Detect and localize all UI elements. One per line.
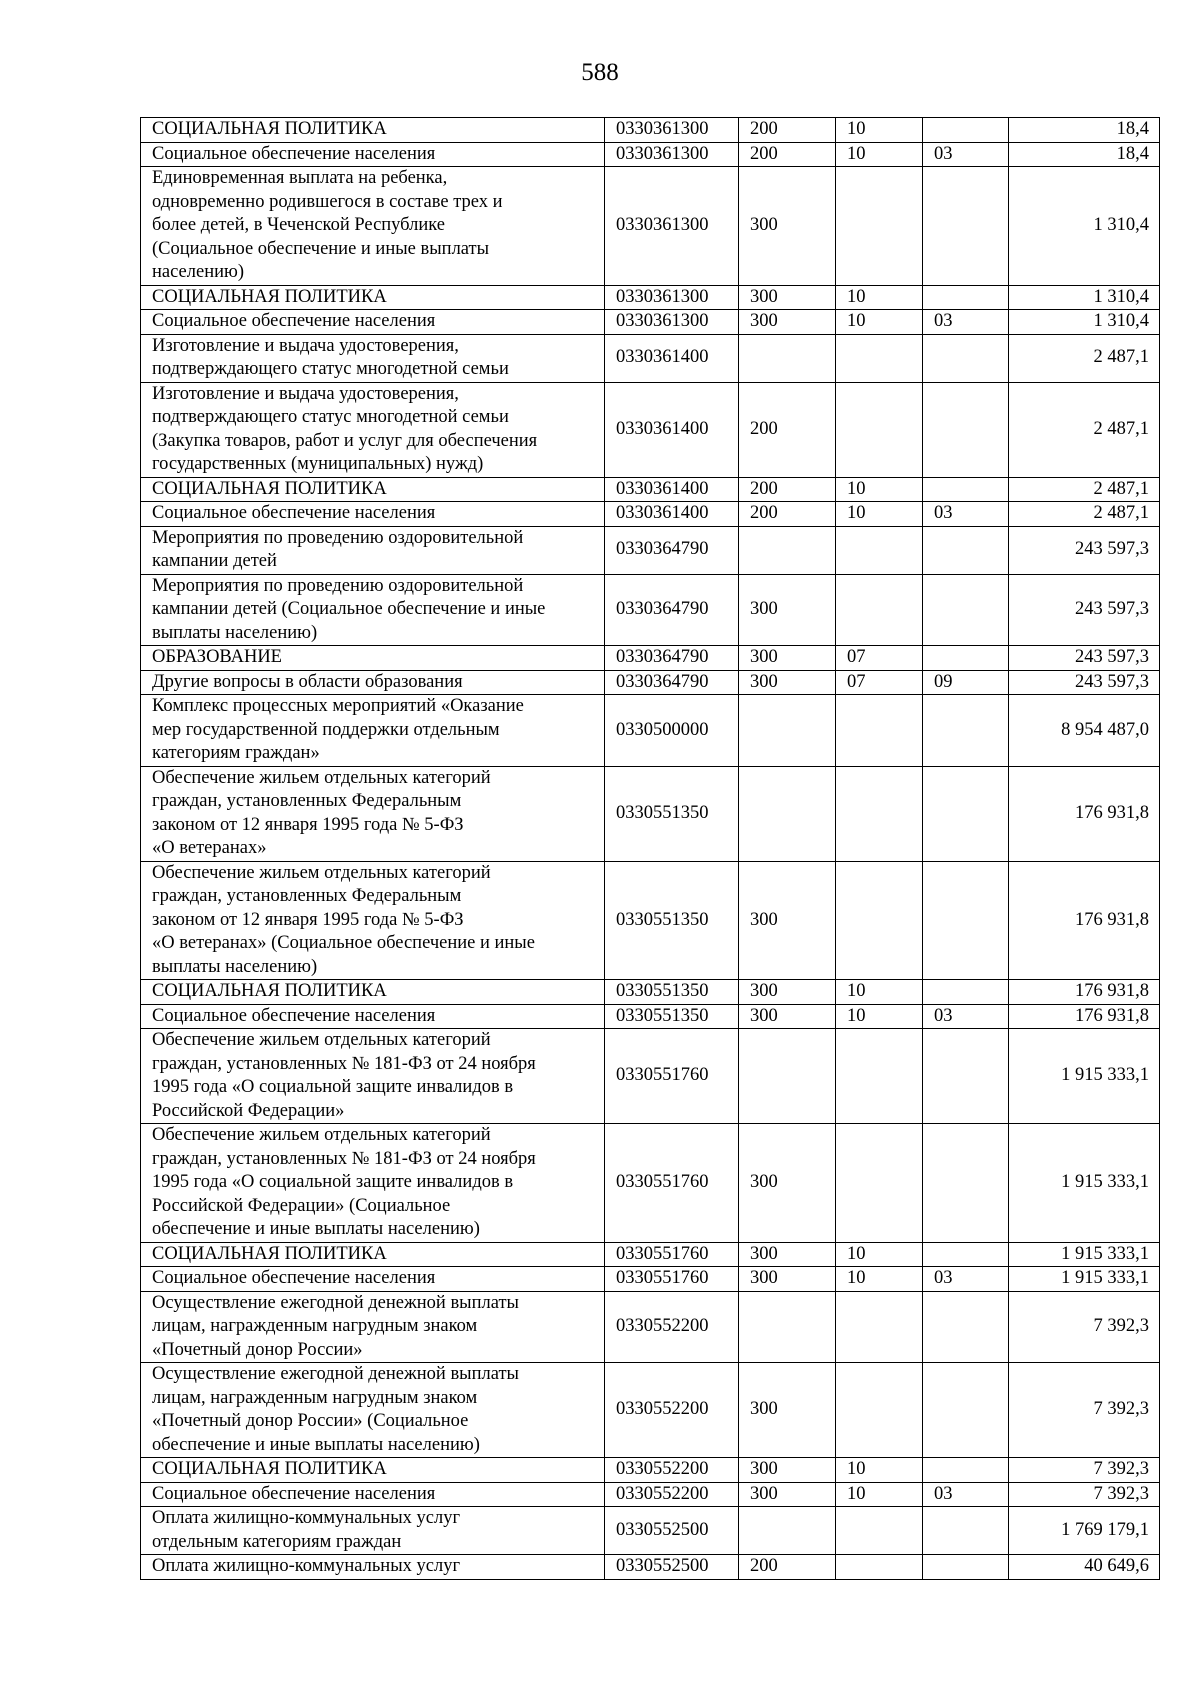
table-row	[141, 142, 1160, 167]
row-target-code-cell: 0330552200	[605, 1363, 739, 1458]
row-amount-cell: 1 915 333,1	[1009, 1029, 1160, 1124]
row-section-cell: 07	[836, 670, 923, 695]
row-target-code-cell: 0330364790	[605, 526, 739, 574]
row-name-cell: Единовременная выплата на ребенка, одновременно родившегося в составе трех и более детей, в Чеченской Республике (Социальное обеспечение и иные выплаты населению)	[141, 167, 605, 286]
row-expense-type-cell: 300	[739, 980, 836, 1005]
row-expense-type-cell: 300	[739, 1267, 836, 1292]
row-amount-cell: 176 931,8	[1009, 861, 1160, 980]
table-row	[141, 1029, 1160, 1124]
row-name-cell: Социальное обеспечение населения	[141, 142, 605, 167]
table-row	[141, 574, 1160, 646]
budget-table	[140, 117, 1160, 1580]
table-row	[141, 1363, 1160, 1458]
table-row	[141, 477, 1160, 502]
table-row	[141, 861, 1160, 980]
row-target-code-cell: 0330551760	[605, 1267, 739, 1292]
row-section-cell	[836, 1291, 923, 1363]
row-amount-cell: 1 915 333,1	[1009, 1267, 1160, 1292]
row-section-cell	[836, 382, 923, 477]
row-expense-type-cell	[739, 1291, 836, 1363]
row-target-code-cell: 0330500000	[605, 695, 739, 767]
row-expense-type-cell: 300	[739, 1458, 836, 1483]
row-subsection-cell: 03	[923, 1004, 1009, 1029]
row-subsection-cell	[923, 1291, 1009, 1363]
row-target-code-cell: 0330364790	[605, 646, 739, 671]
row-name-cell: Комплекс процессных мероприятий «Оказание мер государственной поддержки отдельным категориям граждан»	[141, 695, 605, 767]
row-subsection-cell	[923, 1124, 1009, 1243]
row-name-cell: СОЦИАЛЬНАЯ ПОЛИТИКА	[141, 118, 605, 143]
row-target-code-cell: 0330551350	[605, 980, 739, 1005]
row-target-code-cell: 0330361400	[605, 502, 739, 527]
row-section-cell: 10	[836, 1458, 923, 1483]
row-target-code-cell: 0330551350	[605, 1004, 739, 1029]
row-expense-type-cell	[739, 695, 836, 767]
row-section-cell: 10	[836, 1267, 923, 1292]
row-name-cell: Осуществление ежегодной денежной выплаты лицам, награжденным нагрудным знаком «Почетный донор России» (Социальное обеспечение и иные выплаты населению)	[141, 1363, 605, 1458]
row-subsection-cell: 03	[923, 502, 1009, 527]
row-section-cell	[836, 695, 923, 767]
row-subsection-cell: 03	[923, 142, 1009, 167]
row-amount-cell: 2 487,1	[1009, 334, 1160, 382]
row-name-cell: Социальное обеспечение населения	[141, 310, 605, 335]
row-name-cell: Изготовление и выдача удостоверения, подтверждающего статус многодетной семьи (Закупка товаров, работ и услуг для обеспечения государственных (муниципальных) нужд)	[141, 382, 605, 477]
row-name-cell: СОЦИАЛЬНАЯ ПОЛИТИКА	[141, 477, 605, 502]
row-subsection-cell	[923, 574, 1009, 646]
row-expense-type-cell: 200	[739, 1555, 836, 1580]
row-target-code-cell: 0330552500	[605, 1555, 739, 1580]
row-expense-type-cell: 200	[739, 477, 836, 502]
row-target-code-cell: 0330552200	[605, 1482, 739, 1507]
table-row	[141, 1267, 1160, 1292]
table-row	[141, 1004, 1160, 1029]
row-expense-type-cell	[739, 334, 836, 382]
row-target-code-cell: 0330551350	[605, 861, 739, 980]
row-name-cell: Социальное обеспечение населения	[141, 1482, 605, 1507]
row-expense-type-cell	[739, 1507, 836, 1555]
row-section-cell: 10	[836, 310, 923, 335]
row-subsection-cell: 09	[923, 670, 1009, 695]
row-name-cell: ОБРАЗОВАНИЕ	[141, 646, 605, 671]
row-subsection-cell: 03	[923, 310, 1009, 335]
row-subsection-cell	[923, 1458, 1009, 1483]
row-expense-type-cell: 300	[739, 646, 836, 671]
row-target-code-cell: 0330361300	[605, 142, 739, 167]
row-section-cell: 07	[836, 646, 923, 671]
row-subsection-cell	[923, 646, 1009, 671]
row-subsection-cell	[923, 477, 1009, 502]
row-name-cell: Оплата жилищно-коммунальных услуг отдельным категориям граждан	[141, 1507, 605, 1555]
row-section-cell	[836, 574, 923, 646]
row-amount-cell: 243 597,3	[1009, 574, 1160, 646]
table-row	[141, 118, 1160, 143]
table-row	[141, 502, 1160, 527]
row-target-code-cell: 0330551350	[605, 766, 739, 861]
row-section-cell: 10	[836, 502, 923, 527]
row-section-cell	[836, 1124, 923, 1243]
table-row	[141, 310, 1160, 335]
row-expense-type-cell: 300	[739, 1124, 836, 1243]
row-target-code-cell: 0330551760	[605, 1029, 739, 1124]
row-target-code-cell: 0330361300	[605, 167, 739, 286]
row-target-code-cell: 0330551760	[605, 1124, 739, 1243]
row-expense-type-cell: 300	[739, 1242, 836, 1267]
row-expense-type-cell: 200	[739, 142, 836, 167]
table-row	[141, 695, 1160, 767]
row-target-code-cell: 0330361300	[605, 285, 739, 310]
row-subsection-cell: 03	[923, 1267, 1009, 1292]
row-expense-type-cell: 300	[739, 1004, 836, 1029]
row-section-cell: 10	[836, 1482, 923, 1507]
row-expense-type-cell: 300	[739, 310, 836, 335]
row-amount-cell: 1 769 179,1	[1009, 1507, 1160, 1555]
row-subsection-cell	[923, 1363, 1009, 1458]
row-subsection-cell	[923, 766, 1009, 861]
row-expense-type-cell: 200	[739, 118, 836, 143]
row-name-cell: СОЦИАЛЬНАЯ ПОЛИТИКА	[141, 1242, 605, 1267]
row-name-cell: Социальное обеспечение населения	[141, 502, 605, 527]
row-name-cell: Мероприятия по проведению оздоровительной кампании детей	[141, 526, 605, 574]
row-amount-cell: 40 649,6	[1009, 1555, 1160, 1580]
row-section-cell	[836, 167, 923, 286]
row-expense-type-cell: 300	[739, 285, 836, 310]
row-amount-cell: 1 310,4	[1009, 167, 1160, 286]
row-expense-type-cell	[739, 526, 836, 574]
row-target-code-cell: 0330551760	[605, 1242, 739, 1267]
row-amount-cell: 7 392,3	[1009, 1363, 1160, 1458]
row-amount-cell: 1 915 333,1	[1009, 1124, 1160, 1243]
row-subsection-cell	[923, 695, 1009, 767]
row-name-cell: СОЦИАЛЬНАЯ ПОЛИТИКА	[141, 980, 605, 1005]
row-subsection-cell	[923, 167, 1009, 286]
row-expense-type-cell: 300	[739, 574, 836, 646]
row-amount-cell: 2 487,1	[1009, 502, 1160, 527]
row-amount-cell: 176 931,8	[1009, 1004, 1160, 1029]
row-subsection-cell	[923, 1507, 1009, 1555]
row-target-code-cell: 0330364790	[605, 670, 739, 695]
row-subsection-cell	[923, 382, 1009, 477]
row-name-cell: Осуществление ежегодной денежной выплаты лицам, награжденным нагрудным знаком «Почетный донор России»	[141, 1291, 605, 1363]
row-target-code-cell: 0330361300	[605, 118, 739, 143]
row-amount-cell: 176 931,8	[1009, 766, 1160, 861]
row-section-cell: 10	[836, 477, 923, 502]
row-section-cell	[836, 1363, 923, 1458]
row-name-cell: Другие вопросы в области образования	[141, 670, 605, 695]
table-row	[141, 646, 1160, 671]
row-amount-cell: 7 392,3	[1009, 1458, 1160, 1483]
table-row	[141, 1555, 1160, 1580]
row-amount-cell: 2 487,1	[1009, 382, 1160, 477]
table-row	[141, 1291, 1160, 1363]
row-amount-cell: 1 915 333,1	[1009, 1242, 1160, 1267]
row-name-cell: Мероприятия по проведению оздоровительной кампании детей (Социальное обеспечение и иные выплаты населению)	[141, 574, 605, 646]
row-amount-cell: 8 954 487,0	[1009, 695, 1160, 767]
row-subsection-cell	[923, 861, 1009, 980]
row-expense-type-cell: 300	[739, 670, 836, 695]
row-section-cell	[836, 861, 923, 980]
row-amount-cell: 176 931,8	[1009, 980, 1160, 1005]
row-name-cell: Оплата жилищно-коммунальных услуг	[141, 1555, 605, 1580]
row-name-cell: СОЦИАЛЬНАЯ ПОЛИТИКА	[141, 1458, 605, 1483]
row-amount-cell: 7 392,3	[1009, 1291, 1160, 1363]
table-row	[141, 167, 1160, 286]
row-amount-cell: 243 597,3	[1009, 670, 1160, 695]
row-name-cell: Изготовление и выдача удостоверения, подтверждающего статус многодетной семьи	[141, 334, 605, 382]
row-target-code-cell: 0330364790	[605, 574, 739, 646]
row-expense-type-cell: 300	[739, 1363, 836, 1458]
row-target-code-cell: 0330361400	[605, 382, 739, 477]
row-target-code-cell: 0330552500	[605, 1507, 739, 1555]
table-row	[141, 334, 1160, 382]
row-subsection-cell	[923, 526, 1009, 574]
table-row	[141, 980, 1160, 1005]
row-target-code-cell: 0330361400	[605, 334, 739, 382]
table-row	[141, 1482, 1160, 1507]
row-name-cell: СОЦИАЛЬНАЯ ПОЛИТИКА	[141, 285, 605, 310]
row-target-code-cell: 0330552200	[605, 1458, 739, 1483]
row-section-cell	[836, 526, 923, 574]
row-expense-type-cell: 200	[739, 502, 836, 527]
row-expense-type-cell: 200	[739, 382, 836, 477]
row-expense-type-cell: 300	[739, 1482, 836, 1507]
row-section-cell: 10	[836, 118, 923, 143]
budget-table-body	[141, 118, 1160, 1580]
table-row	[141, 766, 1160, 861]
table-row	[141, 1458, 1160, 1483]
row-expense-type-cell	[739, 766, 836, 861]
row-name-cell: Обеспечение жильем отдельных категорий граждан, установленных Федеральным законом от 12 января 1995 года № 5-ФЗ «О ветеранах»	[141, 766, 605, 861]
table-row	[141, 1124, 1160, 1243]
row-expense-type-cell: 300	[739, 861, 836, 980]
table-row	[141, 1507, 1160, 1555]
page-number: 588	[581, 59, 619, 86]
table-row	[141, 285, 1160, 310]
row-name-cell: Обеспечение жильем отдельных категорий граждан, установленных № 181-ФЗ от 24 ноября 1995 года «О социальной защите инвалидов в Российской Федерации»	[141, 1029, 605, 1124]
table-row	[141, 382, 1160, 477]
row-section-cell: 10	[836, 285, 923, 310]
row-name-cell: Обеспечение жильем отдельных категорий граждан, установленных № 181-ФЗ от 24 ноября 1995 года «О социальной защите инвалидов в Российской Федерации» (Социальное обеспечение и иные выплаты населению)	[141, 1124, 605, 1243]
row-name-cell: Социальное обеспечение населения	[141, 1004, 605, 1029]
row-amount-cell: 1 310,4	[1009, 285, 1160, 310]
row-target-code-cell: 0330361400	[605, 477, 739, 502]
row-target-code-cell: 0330361300	[605, 310, 739, 335]
row-amount-cell: 2 487,1	[1009, 477, 1160, 502]
row-subsection-cell	[923, 118, 1009, 143]
row-section-cell: 10	[836, 142, 923, 167]
row-amount-cell: 243 597,3	[1009, 526, 1160, 574]
row-section-cell: 10	[836, 1004, 923, 1029]
row-amount-cell: 7 392,3	[1009, 1482, 1160, 1507]
row-amount-cell: 18,4	[1009, 118, 1160, 143]
row-expense-type-cell: 300	[739, 167, 836, 286]
row-subsection-cell	[923, 334, 1009, 382]
row-section-cell: 10	[836, 1242, 923, 1267]
row-section-cell: 10	[836, 980, 923, 1005]
row-subsection-cell: 03	[923, 1482, 1009, 1507]
row-amount-cell: 1 310,4	[1009, 310, 1160, 335]
row-subsection-cell	[923, 285, 1009, 310]
table-row	[141, 526, 1160, 574]
row-expense-type-cell	[739, 1029, 836, 1124]
row-section-cell	[836, 1555, 923, 1580]
row-amount-cell: 243 597,3	[1009, 646, 1160, 671]
table-row	[141, 1242, 1160, 1267]
row-section-cell	[836, 1507, 923, 1555]
table-row	[141, 670, 1160, 695]
row-subsection-cell	[923, 1242, 1009, 1267]
row-section-cell	[836, 766, 923, 861]
row-name-cell: Социальное обеспечение населения	[141, 1267, 605, 1292]
row-target-code-cell: 0330552200	[605, 1291, 739, 1363]
row-section-cell	[836, 1029, 923, 1124]
row-subsection-cell	[923, 980, 1009, 1005]
row-subsection-cell	[923, 1029, 1009, 1124]
row-name-cell: Обеспечение жильем отдельных категорий граждан, установленных Федеральным законом от 12 января 1995 года № 5-ФЗ «О ветеранах» (Социальное обеспечение и иные выплаты населению)	[141, 861, 605, 980]
row-section-cell	[836, 334, 923, 382]
row-amount-cell: 18,4	[1009, 142, 1160, 167]
row-subsection-cell	[923, 1555, 1009, 1580]
